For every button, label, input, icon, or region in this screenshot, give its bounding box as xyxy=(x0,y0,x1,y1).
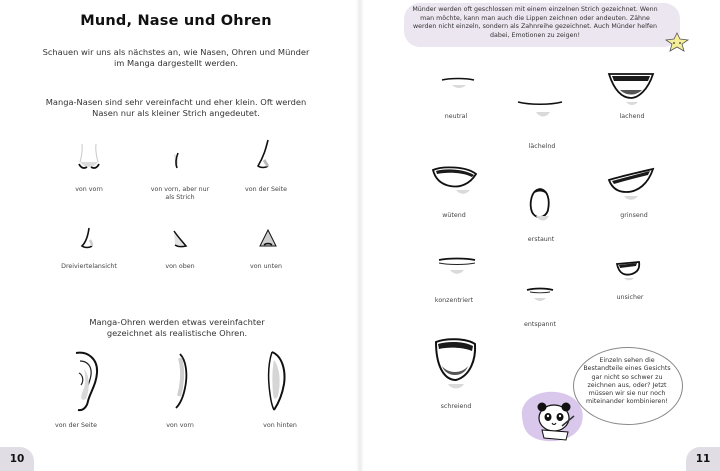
mouth-caption: erstaunt xyxy=(527,236,555,243)
nose-caption: von oben xyxy=(165,263,195,270)
bubble-text: Münder werden oft geschlossen mit einem einzelnen Strich gezeichnet. Wenn man möchte, kann man auch die Lippen zeichnen oder andeuten. Zähne werden nicht einzeln, sondern als Zahnreihe gezeichnet. Auch Münder helfen dabei, Emotionen zu zeigen! xyxy=(412,6,658,39)
mouth-relaxed-icon xyxy=(524,282,556,306)
nose-caption: von unten xyxy=(250,263,282,270)
mouth-caption: unsicher xyxy=(616,294,644,301)
ear-side-icon xyxy=(60,349,102,415)
mouth-caption: entspannt xyxy=(524,321,556,328)
intro-text: Schauen wir uns als nächstes an, wie Nasen, Ohren und Münder im Manga dargestellt werden. xyxy=(42,47,310,68)
ear-caption: von hinten xyxy=(263,422,297,429)
nose-caption: von vorn xyxy=(75,186,103,193)
mascot-text: Einzeln sehen die Bestandteile eines Gesichts gar nicht so schwer zu zeichnen aus, oder? Jetzt müssen wir sie nur noch miteinander kombinieren! xyxy=(583,357,671,406)
ears-text: Manga-Ohren werden etwas vereinfachter gezeichnet als realistische Ohren. xyxy=(89,317,265,338)
nose-caption: von vorn, aber nur als Strich xyxy=(150,186,210,201)
nose-three-quarter-icon xyxy=(78,226,98,254)
nose-below-icon xyxy=(256,228,280,250)
star-mascot-icon xyxy=(664,32,690,52)
nose-caption: Dreiviertelansicht xyxy=(61,263,117,270)
ear-caption: von vorn xyxy=(166,422,194,429)
mouth-caption: schreiend xyxy=(440,403,472,410)
nose-above-icon xyxy=(166,228,190,252)
page-title: Mund, Nase und Ohren xyxy=(80,13,272,29)
mouth-laughing-icon xyxy=(606,70,656,108)
nose-caption: von der Seite xyxy=(245,186,287,193)
ear-back-icon xyxy=(262,350,290,414)
mouth-grinning-icon xyxy=(606,166,656,206)
mouth-unsure-icon xyxy=(612,258,646,284)
mouth-caption: grinsend xyxy=(620,212,648,219)
ear-caption: von der Seite xyxy=(55,422,97,429)
mouth-caption: lachend xyxy=(619,113,645,120)
page-number-right: 11 xyxy=(686,447,720,471)
mouth-caption: konzentriert xyxy=(434,297,474,304)
mouth-smiling-icon xyxy=(516,96,564,124)
mouth-screaming-icon xyxy=(432,336,478,396)
mouth-caption: neutral xyxy=(444,113,468,120)
mouth-surprised-icon xyxy=(526,186,554,226)
nose-front-line-icon xyxy=(170,150,186,172)
mouth-caption: lächelnd xyxy=(528,143,556,150)
page-number-left: 10 xyxy=(0,447,34,471)
noses-text: Manga-Nasen sind sehr vereinfacht und eher klein. Oft werden Nasen nur als kleiner Strich angedeutet. xyxy=(45,97,307,118)
mouth-focused-icon xyxy=(436,254,478,280)
mouth-angry-icon xyxy=(430,162,480,200)
mouth-neutral-icon xyxy=(440,76,476,96)
nose-front-icon xyxy=(74,140,104,172)
book-gutter xyxy=(356,0,364,471)
nose-side-icon xyxy=(254,138,276,174)
mouth-caption: wütend xyxy=(442,212,466,219)
ear-front-icon xyxy=(170,352,192,412)
panda-mascot-icon xyxy=(514,386,590,446)
